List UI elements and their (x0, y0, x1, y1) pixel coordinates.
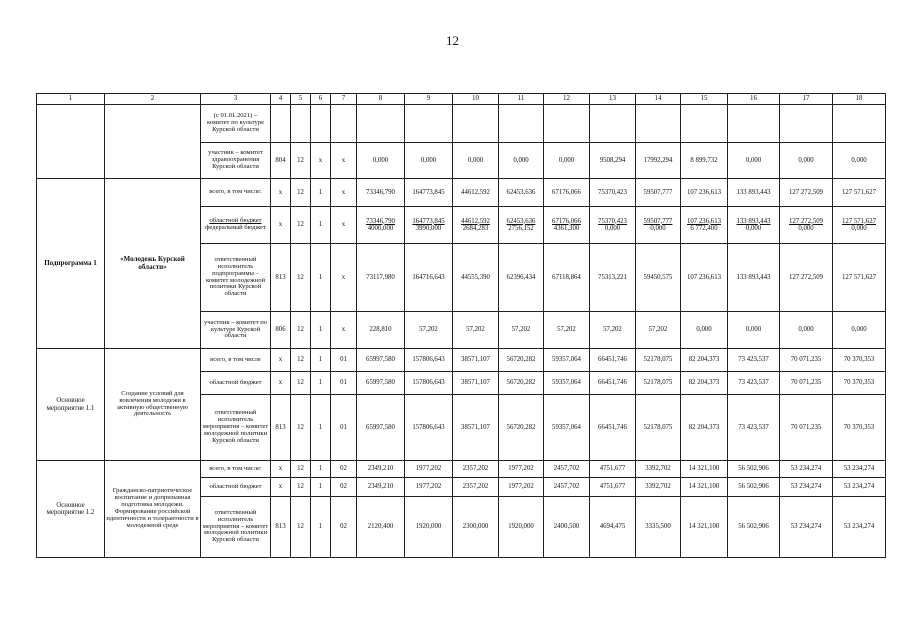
name-cell: Создание условий для вовлечения молодежи в активную общественную деятельность (105, 349, 201, 461)
executor-cell: (с 01.01.2021) – комитет по культуре Курской области (201, 105, 271, 143)
header-row (37, 94, 886, 105)
value-cell: 56720,282 (499, 349, 544, 372)
regional-value: 73346,790 (366, 217, 395, 225)
code-cell: 12 (291, 497, 311, 558)
value-cell: 133 893,443 (728, 244, 780, 312)
value-cell: 0,000 (453, 143, 499, 179)
value-cell: 2300,000 (453, 497, 499, 558)
code-cell: 12 (291, 372, 311, 395)
value-cell: 4751,677 (590, 478, 636, 497)
federal-value: 0,000 (604, 225, 621, 232)
federal-value: 0,000 (650, 225, 666, 232)
value-cell: 2457,702 (544, 461, 590, 478)
header-cell: 15 (681, 94, 728, 105)
federal-value: 0,000 (745, 225, 762, 232)
value-cell: 0,000 (499, 143, 544, 179)
code-cell: 1 (311, 207, 331, 244)
value-cell: 57,202 (636, 312, 681, 349)
header-cell: 17 (780, 94, 833, 105)
value-cell: 56 502,906 (728, 461, 780, 478)
code-cell (311, 105, 331, 143)
value-cell: 66451,746 (590, 372, 636, 395)
code-cell: 12 (291, 349, 311, 372)
value-cell: 0,000 (544, 143, 590, 179)
header-cell: 13 (590, 94, 636, 105)
value-cell: 75313,221 (590, 244, 636, 312)
value-cell (833, 105, 886, 143)
value-cell: 2357,202 (453, 461, 499, 478)
code-cell: 813 (271, 497, 291, 558)
value-cell: 53 234,274 (833, 461, 886, 478)
value-cell: 157806,643 (405, 349, 453, 372)
value-cell: 1977,202 (499, 478, 544, 497)
value-cell: 107 236,613 (681, 244, 728, 312)
value-cell: 164773,845 (405, 179, 453, 207)
value-cell (499, 105, 544, 143)
value-cell (833, 207, 886, 244)
value-cell: 82 204,373 (681, 349, 728, 372)
executor-cell: участник – комитет здравоохранения Курской области (201, 143, 271, 179)
header-cell: 1 (37, 94, 105, 105)
value-cell: 62396,434 (499, 244, 544, 312)
value-cell: 56720,282 (499, 372, 544, 395)
value-cell: 1977,202 (499, 461, 544, 478)
value-cell: 73 423,537 (728, 395, 780, 461)
executor-cell: ответственный исполнитель подпрограммы – комитет молодежной политики Курской области (201, 244, 271, 312)
header-cell: 10 (453, 94, 499, 105)
value-cell (453, 105, 499, 143)
value-cell: 127 272,509 (780, 244, 833, 312)
federal-value: 0,000 (798, 225, 814, 232)
code-cell: 1 (311, 461, 331, 478)
header-cell: 14 (636, 94, 681, 105)
regional-value: 59507,777 (643, 217, 673, 225)
value-cell: 70 370,353 (833, 349, 886, 372)
budget-table (36, 93, 886, 558)
table-row (37, 105, 886, 143)
value-cell: 73117,980 (357, 244, 405, 312)
name-cell (105, 105, 201, 179)
value-cell: 53 234,274 (833, 478, 886, 497)
value-cell (357, 105, 405, 143)
value-cell: 127 272,509 (780, 179, 833, 207)
regional-value: 133 893,443 (736, 217, 771, 225)
code-cell: 1 (311, 395, 331, 461)
value-cell: 127 571,627 (833, 244, 886, 312)
header-cell: 16 (728, 94, 780, 105)
code-cell: 1 (311, 497, 331, 558)
program-cell (37, 105, 105, 179)
value-cell: 1920,000 (499, 497, 544, 558)
value-cell: 38571,107 (453, 349, 499, 372)
value-cell: 0,000 (728, 312, 780, 349)
executor-cell: областной бюджет (201, 478, 271, 497)
value-cell: 14 321,100 (681, 497, 728, 558)
regional-value: 75370,423 (598, 217, 627, 225)
federal-value: 2756,152 (508, 225, 534, 232)
value-cell: 53 234,274 (780, 461, 833, 478)
value-cell (728, 105, 780, 143)
value-cell (681, 207, 728, 244)
name-cell: Гражданско-патриотическое воспитание и допризывная подготовка молодежи. Формирование российской идентичности и толерантности в молодежной среде (105, 461, 201, 558)
value-cell: 14 321,100 (681, 478, 728, 497)
value-cell: 0,000 (405, 143, 453, 179)
executor-cell: всего, в том числе: (201, 461, 271, 478)
executor-cell: всего, в том числе (201, 349, 271, 372)
code-cell: 12 (291, 143, 311, 179)
program-cell: Основное мероприятие 1.1 (37, 349, 105, 461)
regional-value: 127 571,627 (842, 217, 876, 225)
value-cell: 157806,643 (405, 395, 453, 461)
value-cell: 17992,294 (636, 143, 681, 179)
federal-value: 3990,000 (415, 225, 442, 232)
program-cell: Подпрограмма 1 (37, 179, 105, 349)
value-cell: 57,202 (544, 312, 590, 349)
value-cell: 82 204,373 (681, 395, 728, 461)
value-cell (780, 207, 833, 244)
federal-value: 4000,000 (367, 225, 394, 232)
value-cell (728, 207, 780, 244)
value-cell: 8 899,732 (681, 143, 728, 179)
code-cell (331, 105, 357, 143)
code-cell: х (271, 461, 291, 478)
table-row (37, 461, 886, 478)
value-cell: 228,810 (357, 312, 405, 349)
value-cell: 4694,475 (590, 497, 636, 558)
header-cell: 9 (405, 94, 453, 105)
value-cell: 164716,643 (405, 244, 453, 312)
value-cell: 56720,282 (499, 395, 544, 461)
code-cell: 02 (331, 497, 357, 558)
value-cell (357, 207, 405, 244)
code-cell: 813 (271, 244, 291, 312)
code-cell: х (271, 207, 291, 244)
code-cell: 12 (291, 207, 311, 244)
value-cell: 2349,210 (357, 461, 405, 478)
value-cell: 107 236,613 (681, 179, 728, 207)
header-cell: 18 (833, 94, 886, 105)
value-cell: 65997,580 (357, 395, 405, 461)
code-cell: х (331, 207, 357, 244)
table-row (37, 349, 886, 372)
value-cell: 57,202 (405, 312, 453, 349)
value-cell: 9508,294 (590, 143, 636, 179)
code-cell: х (331, 179, 357, 207)
value-cell: 57,202 (499, 312, 544, 349)
code-cell: 1 (311, 478, 331, 497)
value-cell: 70 370,353 (833, 372, 886, 395)
regional-value: 62453,636 (506, 217, 536, 225)
code-cell: 12 (291, 244, 311, 312)
value-cell (544, 207, 590, 244)
value-cell: 0,000 (728, 143, 780, 179)
value-cell: 67176,066 (544, 179, 590, 207)
value-cell: 56 502,906 (728, 497, 780, 558)
code-cell: 02 (331, 461, 357, 478)
executor-cell (201, 207, 271, 244)
header-cell: 8 (357, 94, 405, 105)
code-cell: 804 (271, 143, 291, 179)
value-cell: 52178,075 (636, 372, 681, 395)
value-cell (636, 207, 681, 244)
table-row (37, 179, 886, 207)
value-cell: 67118,864 (544, 244, 590, 312)
value-cell: 59507,777 (636, 179, 681, 207)
program-cell: Основное мероприятие 1.2 (37, 461, 105, 558)
value-cell (405, 207, 453, 244)
code-cell: 01 (331, 395, 357, 461)
value-cell: 1977,202 (405, 461, 453, 478)
code-cell: 01 (331, 372, 357, 395)
header-cell: 4 (271, 94, 291, 105)
executor-cell: участник – комитет по культуре Курской области (201, 312, 271, 349)
value-cell: 70 071,235 (780, 395, 833, 461)
value-cell: 3392,702 (636, 478, 681, 497)
value-cell: 70 370,353 (833, 395, 886, 461)
code-cell: х (271, 478, 291, 497)
value-cell: 133 893,443 (728, 179, 780, 207)
value-cell: 66451,746 (590, 349, 636, 372)
code-cell: 12 (291, 461, 311, 478)
value-cell: 2400,500 (544, 497, 590, 558)
value-cell: 0,000 (833, 312, 886, 349)
value-cell (453, 207, 499, 244)
value-cell: 73346,790 (357, 179, 405, 207)
code-cell: х (311, 143, 331, 179)
value-cell: 44555,390 (453, 244, 499, 312)
value-cell: 38571,107 (453, 372, 499, 395)
value-cell: 0,000 (681, 312, 728, 349)
value-cell: 2457,702 (544, 478, 590, 497)
code-cell: 12 (291, 179, 311, 207)
code-cell: 1 (311, 312, 331, 349)
value-cell: 75370,423 (590, 179, 636, 207)
code-cell: х (271, 349, 291, 372)
header-cell: 5 (291, 94, 311, 105)
value-cell: 53 234,274 (780, 497, 833, 558)
value-cell (636, 105, 681, 143)
executor-cell: областной бюджет (201, 372, 271, 395)
value-cell: 1920,000 (405, 497, 453, 558)
name-cell: «Молодежь Курской области» (105, 179, 201, 349)
value-cell: 70 071,235 (780, 372, 833, 395)
value-cell (681, 105, 728, 143)
regional-value: 67176,066 (552, 217, 581, 225)
value-cell: 66451,746 (590, 395, 636, 461)
value-cell: 57,202 (590, 312, 636, 349)
federal-value: 0,000 (851, 225, 867, 232)
value-cell: 70 071,235 (780, 349, 833, 372)
value-cell: 2120,400 (357, 497, 405, 558)
code-cell (271, 105, 291, 143)
value-cell: 44612,592 (453, 179, 499, 207)
code-cell: 806 (271, 312, 291, 349)
value-cell: 65997,580 (357, 349, 405, 372)
code-cell: 12 (291, 312, 311, 349)
code-cell: 813 (271, 395, 291, 461)
value-cell: 38571,107 (453, 395, 499, 461)
value-cell (499, 207, 544, 244)
value-cell: 0,000 (780, 312, 833, 349)
value-cell: 59357,064 (544, 395, 590, 461)
value-cell: 59357,064 (544, 349, 590, 372)
value-cell: 65997,580 (357, 372, 405, 395)
value-cell: 56 502,906 (728, 478, 780, 497)
value-cell (405, 105, 453, 143)
header-cell: 11 (499, 94, 544, 105)
code-cell: 02 (331, 478, 357, 497)
executor-cell: всего, в том числе: (201, 179, 271, 207)
code-cell: 1 (311, 179, 331, 207)
header-cell: 2 (105, 94, 201, 105)
regional-value: 164773,845 (412, 217, 445, 225)
value-cell: 52178,075 (636, 395, 681, 461)
regional-value: 44612,592 (461, 217, 490, 225)
value-cell (590, 105, 636, 143)
value-cell: 127 571,627 (833, 179, 886, 207)
header-cell: 12 (544, 94, 590, 105)
code-cell: 1 (311, 349, 331, 372)
code-cell: х (331, 312, 357, 349)
value-cell (780, 105, 833, 143)
value-cell: 53 234,274 (833, 497, 886, 558)
code-cell: 12 (291, 478, 311, 497)
federal-value: 2684,283 (462, 225, 489, 232)
value-cell: 3335,500 (636, 497, 681, 558)
value-cell: 52178,075 (636, 349, 681, 372)
budget-label: федеральный бюджет (205, 224, 266, 231)
executor-cell: ответственный исполнитель мероприятия – комитет молодежной политики Курской области (201, 395, 271, 461)
federal-value: 6 772,400 (690, 225, 718, 232)
value-cell: 73 423,537 (728, 372, 780, 395)
header-cell: 3 (201, 94, 271, 105)
value-cell: 57,202 (453, 312, 499, 349)
value-cell: 2357,202 (453, 478, 499, 497)
regional-value: 127 272,509 (789, 217, 823, 225)
value-cell: 73 423,537 (728, 349, 780, 372)
value-cell: 59357,064 (544, 372, 590, 395)
value-cell: 0,000 (357, 143, 405, 179)
value-cell: 3392,702 (636, 461, 681, 478)
value-cell (590, 207, 636, 244)
value-cell: 0,000 (833, 143, 886, 179)
code-cell: х (331, 244, 357, 312)
value-cell: 82 204,373 (681, 372, 728, 395)
value-cell: 157806,643 (405, 372, 453, 395)
code-cell: х (331, 143, 357, 179)
page-number: 12 (446, 33, 459, 48)
value-cell: 53 234,274 (780, 478, 833, 497)
value-cell: 62453,636 (499, 179, 544, 207)
value-cell: 2349,210 (357, 478, 405, 497)
federal-value: 4361,300 (553, 225, 580, 232)
code-cell: х (271, 372, 291, 395)
value-cell: 4751,677 (590, 461, 636, 478)
header-cell: 6 (311, 94, 331, 105)
code-cell: 1 (311, 244, 331, 312)
code-cell: 01 (331, 349, 357, 372)
code-cell (291, 105, 311, 143)
value-cell: 1977,202 (405, 478, 453, 497)
budget-label: областной бюджет (209, 217, 262, 225)
value-cell: 14 321,100 (681, 461, 728, 478)
code-cell: 1 (311, 372, 331, 395)
value-cell: 0,000 (780, 143, 833, 179)
regional-value: 107 236,613 (687, 217, 721, 225)
header-cell: 7 (331, 94, 357, 105)
value-cell (544, 105, 590, 143)
executor-cell: ответственный исполнитель мероприятия – комитет молодежной политики Курской области (201, 497, 271, 558)
code-cell: х (271, 179, 291, 207)
code-cell: 12 (291, 395, 311, 461)
value-cell: 59450,575 (636, 244, 681, 312)
